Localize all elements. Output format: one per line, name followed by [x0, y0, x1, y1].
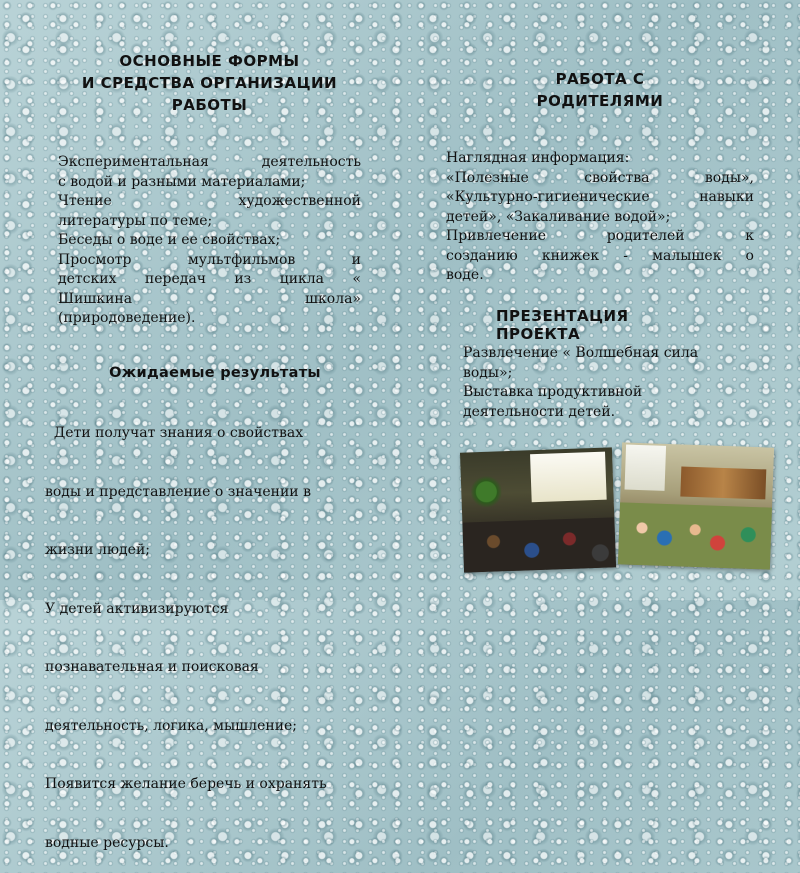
activity-line: Экспериментальная деятельность	[58, 154, 361, 170]
photo-shelf	[680, 466, 766, 499]
parents-heading-line: РАБОТА С	[555, 70, 645, 88]
presentation-heading	[496, 305, 696, 341]
info-line: Привлечение родителей к	[446, 228, 754, 244]
result-line: Появится желание беречь и охранять	[45, 776, 327, 792]
forms-heading	[52, 50, 367, 116]
parents-heading-line: РОДИТЕЛЯМИ	[536, 92, 664, 110]
result-line: деятельность, логика, мышление;	[45, 717, 298, 734]
classroom-photo-1	[460, 447, 616, 572]
activities-list	[58, 153, 361, 329]
info-line: «Полезные свойства воды»,	[446, 169, 754, 186]
result-line: воды и представление о значении в	[45, 483, 311, 500]
forms-heading-line: И СРЕДСТВА ОРГАНИЗАЦИИ	[81, 74, 338, 92]
result-line: познавательная и поисковая	[45, 659, 259, 675]
info-line: Наглядная информация:	[446, 150, 630, 166]
activity-line: Шишкина школа»	[58, 290, 361, 307]
activity-line: детских передач из цикла «	[58, 271, 361, 287]
results-heading	[70, 362, 360, 384]
activity-line: Просмотр мультфильмов и	[58, 251, 361, 268]
activity-line: (природоведение).	[58, 310, 196, 326]
activity-line: Чтение художественной	[58, 193, 361, 209]
info-line: созданию книжек - малышек о	[446, 247, 754, 264]
presentation-list	[463, 344, 763, 422]
result-line: жизни людей;	[45, 542, 150, 558]
info-line: воде.	[446, 267, 484, 283]
activity-line: с водой и разными материалами;	[58, 173, 306, 190]
result-line: водные ресурсы.	[45, 834, 169, 851]
parents-info	[446, 149, 754, 286]
photo-window	[625, 445, 667, 491]
info-line: детей», «Закаливание водой»;	[446, 208, 671, 225]
forms-heading-line: ОСНОВНЫЕ ФОРМЫ	[119, 52, 300, 70]
results-heading-text: Ожидаемые результаты	[109, 365, 321, 381]
presentation-line: деятельности детей.	[463, 403, 616, 420]
info-line: «Культурно-гигиенические навыки	[446, 189, 754, 205]
results-list	[45, 385, 375, 873]
activity-line: Беседы о воде и ее свойствах;	[58, 232, 281, 248]
result-line: Дети получат знания о свойствах	[45, 425, 304, 441]
presentation-line: воды»;	[463, 364, 513, 381]
photo-children	[462, 517, 616, 572]
presentation-line: Выставка продуктивной	[463, 384, 643, 400]
activity-line: литературы по теме;	[58, 212, 213, 229]
photo-window	[530, 452, 607, 503]
result-line: У детей активизируются	[45, 600, 229, 617]
classroom-photo-2	[618, 442, 774, 569]
parents-heading	[500, 68, 700, 112]
presentation-line: Развлечение « Волшебная сила	[463, 345, 699, 361]
presentation-heading-line: ПРЕЗЕНТАЦИЯ	[496, 307, 629, 325]
photo-plant	[471, 471, 502, 512]
presentation-heading-line: ПРОЕКТА	[496, 325, 581, 343]
forms-heading-line: РАБОТЫ	[171, 96, 248, 114]
photo-children	[618, 502, 772, 569]
